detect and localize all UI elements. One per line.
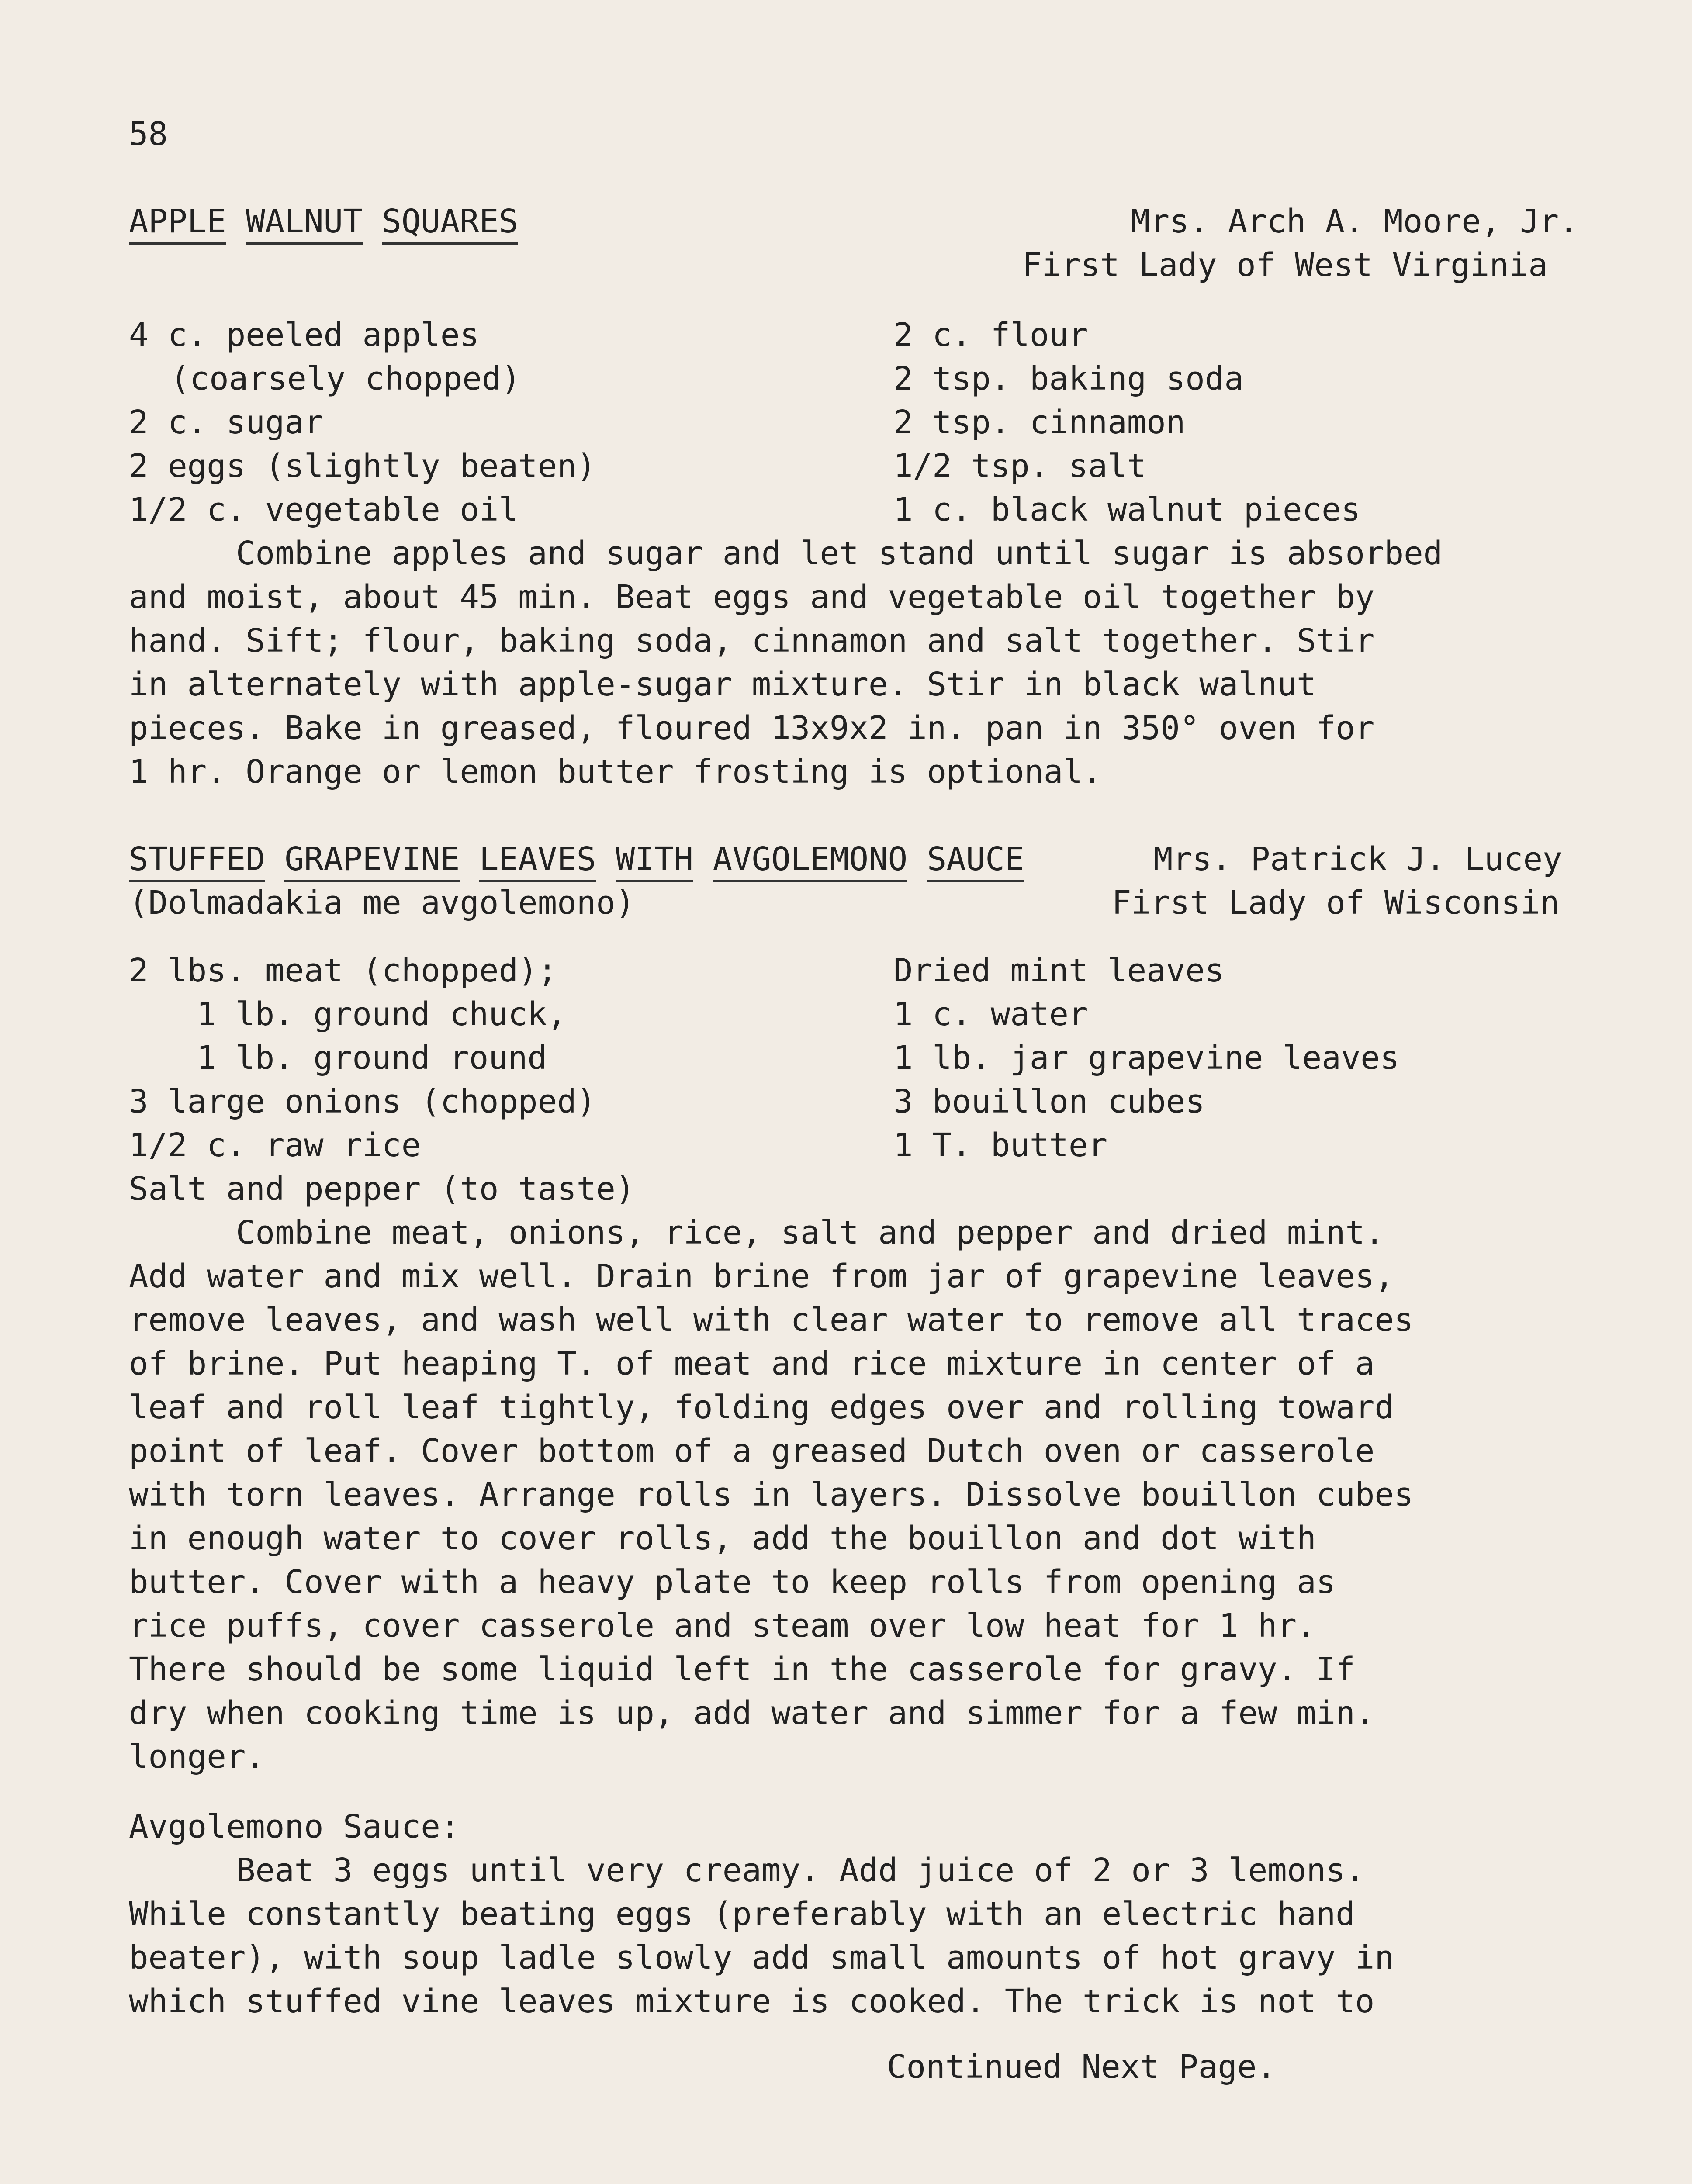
direction-line: and moist, about 45 min. Beat eggs and vegetable oil together by (129, 578, 1375, 616)
direction-line: pieces. Bake in greased, floured 13x9x2 in. pan in 350° oven for (129, 709, 1375, 747)
sauce-direction-line: While constantly beating eggs (preferably with an electric hand (129, 1895, 1355, 1933)
direction-line: in enough water to cover rolls, add the bouillon and dot with (129, 1520, 1316, 1557)
direction-line: There should be some liquid left in the casserole for gravy. If (129, 1651, 1355, 1688)
ingredient-right: Dried mint leaves (893, 952, 1225, 989)
ingredient-right: 3 bouillon cubes (893, 1083, 1205, 1120)
ingredient-left: 3 large onions (chopped) (129, 1083, 596, 1120)
ingredient-left: 1/2 c. raw rice (129, 1127, 421, 1164)
ingredient-left: 2 eggs (slightly beaten) (129, 447, 596, 485)
recipe-subtitle: (Dolmadakia me avgolemono) (129, 884, 635, 922)
ingredient-left: 1 lb. ground chuck, (197, 995, 567, 1033)
direction-line: longer. (129, 1738, 265, 1776)
direction-line: Combine meat, onions, rice, salt and pepper and dried mint. (236, 1214, 1384, 1251)
title-word: SAUCE (927, 843, 1024, 882)
title-word: GRAPEVINE (284, 843, 460, 882)
direction-line: of brine. Put heaping T. of meat and rice mixture in center of a (129, 1345, 1375, 1382)
ingredient-right: 2 tsp. baking soda (893, 360, 1244, 397)
page-number: 58 (129, 115, 168, 153)
direction-line: dry when cooking time is up, add water and simmer for a few min. (129, 1694, 1375, 1732)
ingredient-right: 1 c. water (893, 995, 1088, 1033)
sauce-direction-line: Beat 3 eggs until very creamy. Add juice of 2 or 3 lemons. (236, 1852, 1365, 1889)
ingredient-right: 2 tsp. cinnamon (893, 404, 1186, 441)
ingredient-left: 4 c. peeled apples (129, 316, 479, 354)
recipe-author-title: First Lady of West Virginia (1022, 246, 1548, 284)
ingredient-right: 2 c. flour (893, 316, 1088, 354)
recipe-author-title: First Lady of Wisconsin (1112, 884, 1560, 922)
direction-line: in alternately with apple-sugar mixture. Stir in black walnut (129, 666, 1316, 703)
direction-line: Add water and mix well. Drain brine from jar of grapevine leaves, (129, 1258, 1394, 1295)
title-word: APPLE (129, 205, 226, 245)
direction-line: rice puffs, cover casserole and steam over low heat for 1 hr. (129, 1607, 1316, 1645)
ingredient-left: 1/2 c. vegetable oil (129, 491, 519, 529)
sauce-direction-line: beater), with soup ladle slowly add small amounts of hot gravy in (129, 1939, 1394, 1977)
title-word: WITH (616, 843, 693, 882)
ingredient-right: 1/2 tsp. salt (893, 447, 1147, 485)
ingredient-left: 2 lbs. meat (chopped); (129, 952, 557, 989)
recipe-author: Mrs. Arch A. Moore, Jr. (1131, 203, 1578, 240)
direction-line: Combine apples and sugar and let stand until sugar is absorbed (236, 535, 1443, 572)
direction-line: hand. Sift; flour, baking soda, cinnamon and salt together. Stir (129, 622, 1375, 660)
title-word: STUFFED (129, 843, 265, 882)
title-word: WALNUT (246, 205, 362, 245)
recipe-author: Mrs. Patrick J. Lucey (1153, 840, 1562, 878)
continued-note: Continued Next Page. (887, 2048, 1277, 2086)
title-word: AVGOLEMONO (713, 843, 908, 882)
title-word: SQUARES (382, 205, 518, 245)
ingredient-left: 1 lb. ground round (197, 1039, 547, 1077)
ingredient-left: Salt and pepper (to taste) (129, 1170, 635, 1208)
direction-line: with torn leaves. Arrange rolls in layers. Dissolve bouillon cubes (129, 1476, 1414, 1514)
ingredient-right: 1 c. black walnut pieces (893, 491, 1361, 529)
direction-line: point of leaf. Cover bottom of a greased Dutch oven or casserole (129, 1432, 1375, 1470)
ingredient-left: (coarsely chopped) (170, 360, 521, 397)
sauce-heading: Avgolemono Sauce: (129, 1808, 460, 1845)
ingredient-right: 1 lb. jar grapevine leaves (893, 1039, 1400, 1077)
direction-line: leaf and roll leaf tightly, folding edges over and rolling toward (129, 1389, 1394, 1426)
sauce-direction-line: which stuffed vine leaves mixture is cooked. The trick is not to (129, 1983, 1375, 2020)
recipe-title (129, 840, 1024, 882)
ingredient-right: 1 T. butter (893, 1127, 1108, 1164)
ingredient-left: 2 c. sugar (129, 404, 324, 441)
direction-line: remove leaves, and wash well with clear water to remove all traces (129, 1301, 1414, 1339)
title-word: LEAVES (479, 843, 596, 882)
direction-line: butter. Cover with a heavy plate to keep rolls from opening as (129, 1563, 1336, 1601)
recipe-title (129, 205, 518, 245)
direction-line: 1 hr. Orange or lemon butter frosting is optional. (129, 753, 1102, 791)
